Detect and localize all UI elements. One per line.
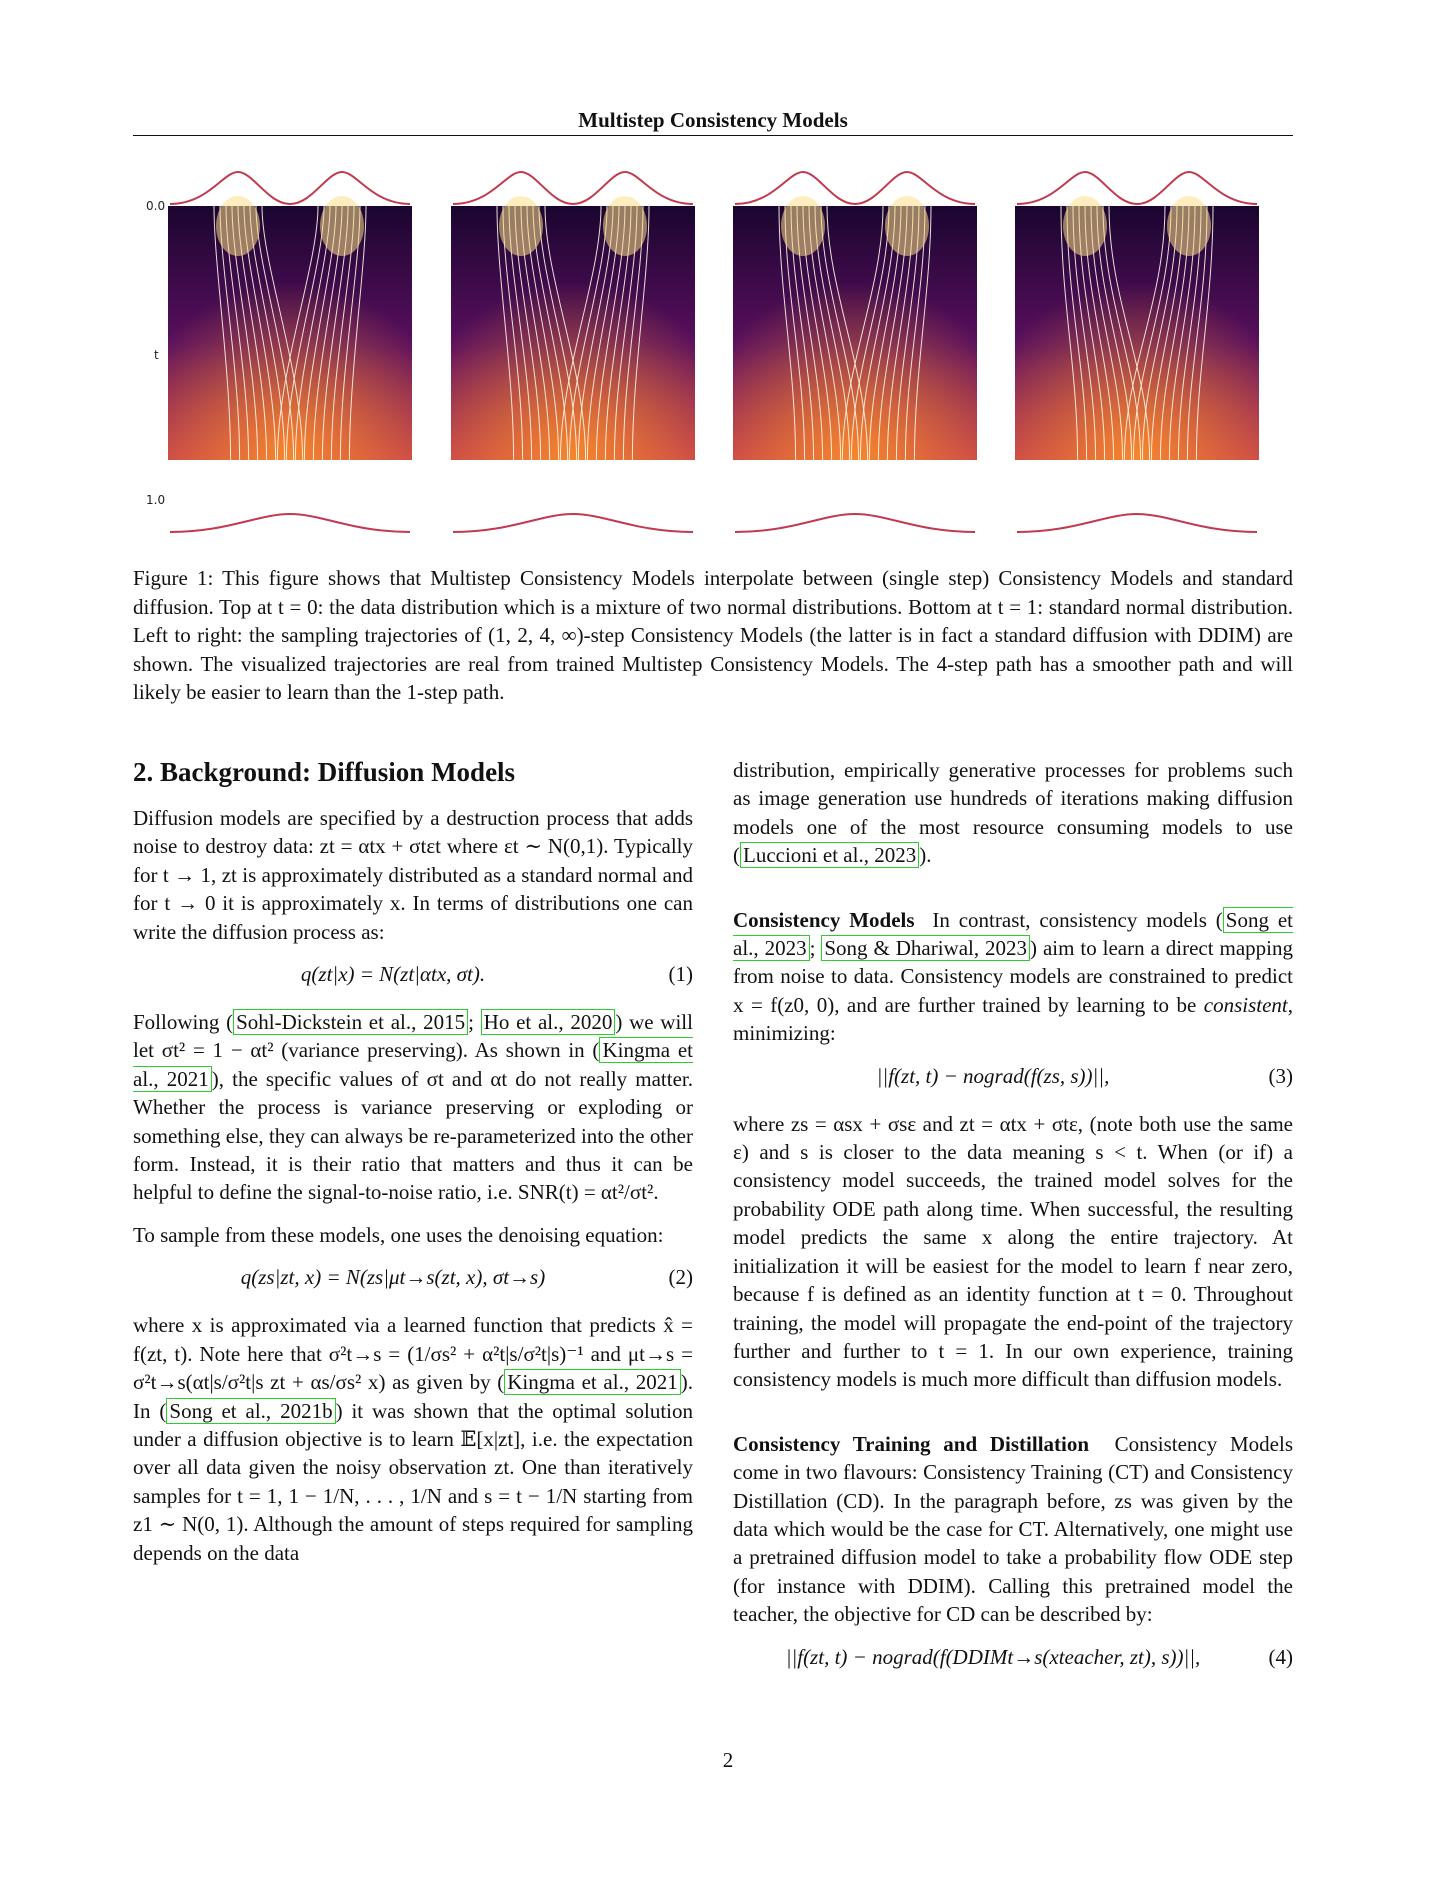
equation-4-body: ||f(zt, t) − nograd(f(DDIMt→s(xteacher, zt), s))||, — [785, 1644, 1201, 1669]
paragraph-intro: Diffusion models are specified by a destruction process that adds noise to destroy data: zt = αtx + σtεt where εt ∼ N(0,1). Typically for t → 1, zt is approximately distributed as a standard normal and for t → 0 it is approximately x. In terms of distributions one can write the diffusion process as: — [133, 806, 693, 944]
text: ; — [809, 936, 822, 961]
citation-link[interactable]: Ho et al., 2020 — [481, 1009, 616, 1035]
citation-link[interactable]: Song & Dhariwal, 2023 — [821, 935, 1030, 961]
equation-3 — [733, 1062, 1293, 1092]
text: ). In ( — [133, 1370, 693, 1423]
text: ) aim to learn a direct mapping from noise to data. Consistency models are constrained to predict x = f(z0, 0), and are further trained by learning to be — [733, 936, 1294, 1017]
text: ; — [468, 1010, 481, 1035]
figure-panel-4-step — [733, 162, 977, 540]
page-number: 2 — [722, 1748, 734, 1772]
equation-2-number: (2) — [668, 1265, 693, 1290]
paragraph-continued — [733, 756, 1293, 870]
axis-label-t: t — [154, 348, 159, 362]
equation-2 — [133, 1263, 693, 1293]
running-head: Multistep Consistency Models — [578, 108, 848, 132]
equation-3-body: ||f(zt, t) − nograd(f(zs, s))||, — [876, 1063, 1110, 1088]
text: Consistency Models come in two flavours: Consistency Training (CT) and Consistency Distillation (CD). In the paragraph before, zs was given by the data which would be the case for CT. Alternatively, one might use a pretrained diffusion model to take a probability flow ODE step (for instance with DDIM). Calling this pretrained model the teacher, the objective for CD can be described by: — [733, 1431, 1293, 1627]
equation-3-number: (3) — [1268, 1063, 1293, 1088]
axis-tick-top: 0.0 — [146, 199, 166, 213]
emphasis: consistent — [1203, 992, 1288, 1017]
text: distribution, empirically generative processes for problems such as image generation use hundreds of iterations making diffusion models one of the most resource consuming models to use ( — [733, 758, 1293, 868]
figure-panel-inf-step — [1015, 162, 1259, 540]
figure-panel-2-step — [451, 162, 695, 540]
text: where x is approximated via a learned function that predicts x̂ = f(zt, t). Note here that σ²t→s = (1/σs² + α²t|s/σ²t|s)⁻¹ and μt→s = σ²t→s(αt|s/σ²t|s zt + αs/σs² x) as given by ( — [133, 1313, 693, 1395]
text: Following ( — [133, 1010, 234, 1035]
citation-link[interactable]: Luccioni et al., 2023 — [740, 842, 919, 868]
citation-link[interactable]: Kingma et al., 2021 — [504, 1369, 680, 1395]
equation-4-number: (4) — [1268, 1644, 1293, 1669]
runin-heading: Consistency Training and Distillation — [733, 1431, 1090, 1456]
equation-1-number: (1) — [668, 962, 693, 987]
left-column — [133, 756, 693, 1581]
paragraph-where: where zs = αsx + σsε and zt = αtx + σtε, (note both use the same ε) and s is closer to the data meaning s < t. When (or if) a consistency model succeeds, the trained model solves for the probability ODE path along time. When successful, the resulting model predicts the same x along the entire trajectory. At initialization it will be easiest for the model to learn f near zero, because f is defined as an identity function at t = 0. Throughout training, the model will propagate the end-point of the trajectory further and further to t = 1. In our own experience, training consistency models is much more difficult than diffusion models. — [733, 1111, 1293, 1392]
paragraph-ct-cd — [733, 1430, 1293, 1629]
figure-caption: Figure 1: This figure shows that Multistep Consistency Models interpolate between (single step) Consistency Models and standard diffusion. Top at t = 0: the data distribution which is a mixture of two normal distributions. Bottom at t = 1: standard normal distribution. Left to right: the sampling trajectories of (1, 2, 4, ∞)-step Consistency Models (the latter is in fact a standard diffusion with DDIM) are shown. The visualized trajectories are real from trained Multistep Consistency Models. The 4-step path has a smoother path and will likely be easier to learn than the 1-step path. — [133, 566, 1293, 705]
citation-link[interactable]: Sohl-Dickstein et al., 2015 — [233, 1009, 468, 1035]
paragraph-following — [133, 1008, 693, 1207]
text: ) it was shown that the optimal solution under a diffusion objective is to learn 𝔼[x|zt], i.e. the expectation over all data given the noisy observation zt. One than iteratively samples for t = 1, 1 − 1/N, . . . , 1/N and s = t − 1/N starting from z1 ∼ N(0, 1). Although the amount of steps required for sampling depends on the data — [133, 1398, 693, 1565]
header-rule — [133, 135, 1293, 136]
right-column — [733, 756, 1293, 1691]
text: ). — [919, 843, 932, 868]
equation-2-body: q(zs|zt, x) = N(zs|μt→s(zt, x), σt→s) — [240, 1265, 546, 1290]
paragraph-approx — [133, 1311, 693, 1567]
equation-4 — [733, 1643, 1293, 1673]
text: ) we will let σt² = 1 − αt² (variance preserving). As shown in ( — [133, 1010, 693, 1063]
paragraph-sample: To sample from these models, one uses the denoising equation: — [133, 1222, 664, 1247]
citation-link[interactable]: Kingma et al., 2021 — [133, 1038, 694, 1091]
text: ), the specific values of σt and αt do not really matter. Whether the process is variance preserving or exploding or something else, they can always be re-parameterized into the other form. Instead, it is their ratio that matters and thus it can be helpful to define the signal-to-noise ratio, i.e. SNR(t) = αt²/σt². — [133, 1066, 693, 1205]
citation-link[interactable]: Song et al., 2023 — [733, 907, 1293, 961]
equation-1 — [133, 960, 693, 990]
citation-link[interactable]: Song et al., 2021b — [166, 1398, 335, 1424]
equation-1-body: q(zt|x) = N(zt|αtx, σt). — [300, 962, 486, 987]
figure-panel-1-step — [168, 162, 412, 540]
runin-heading: Consistency Models — [733, 907, 915, 932]
text: In contrast, consistency models ( — [932, 907, 1223, 932]
section-heading: 2. Background: Diffusion Models — [133, 757, 516, 787]
text: , minimizing: — [733, 992, 1293, 1046]
axis-tick-bottom: 1.0 — [146, 493, 166, 507]
paragraph-consistency-models — [733, 906, 1293, 1048]
